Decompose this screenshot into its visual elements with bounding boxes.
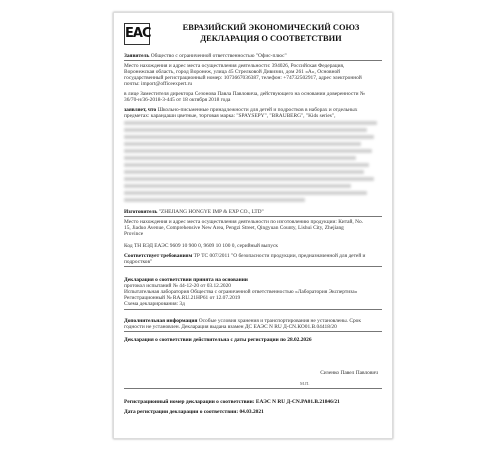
applicant-label: Заявитель [124,53,150,59]
signatory-name: Сизенко Павел Павлович [320,370,378,376]
divider [124,60,382,61]
document-title-union: ЕВРАЗИЙСКИЙ ЭКОНОМИЧЕСКИЙ СОЮЗ [182,23,360,32]
basis-protocol: протокол испытаний № 44-12-20 от 03.12.2020 [124,283,231,289]
registration-date-line [124,409,382,415]
applicant-address-4: почты: import@officeexpert.ru [124,81,193,87]
manufacturer-name: "ZHEJIANG HONGYE IMP & EXP CO., LTD" [158,209,264,215]
blurred-product-list [124,121,382,205]
applicant-representative-1: в лице Заместителя директора Сезонова Павла Павловича, действующего на основании доверенности № [124,91,365,97]
declares-text-1: Школьно-письменные принадлежности для детей и подростков в наборах и отдельных [157,107,358,113]
extra-info-label: Дополнительная информация [124,318,198,324]
manufacturer-label: Изготовитель [124,209,158,215]
manufacturer-address-1: Место нахождения и адрес места осуществления деятельности по изготовлению продукции: Китай, No. [124,219,364,225]
divider [124,388,382,389]
manufacturer-line [124,209,382,215]
validity-line [124,337,382,343]
declaration-document [113,12,393,439]
basis-registration: Регистрационный № RA.RU.21HP61 от 12.07.2019 [124,295,241,301]
divider [124,331,382,332]
applicant-address-2: Воронежская область, город Воронеж, улица 45 Стрелковой Дивизии, дом 261 «А», Основной [124,69,341,75]
applicant-address-3: государственный регистрационный номер: 1073667036387, телефон: +74732502917, адрес электронной [124,75,362,81]
extra-info-text-1: Особые условия хранения и транспортирования не установлены. Срок [198,318,361,324]
document-title-declaration: ДЕКЛАРАЦИЯ О СООТВЕТСТВИИ [200,34,342,43]
validity-date: 28.02.2026 [287,337,312,343]
divider [124,266,382,267]
tnved-code: Код ТН ВЭД ЕАЭС 9609 10 900 0, 9609 10 100 0, серийный выпуск [124,243,278,249]
declares-text-2: предметах: карандаши цветные, торговая марка: "SPAYSEPY", "BRAUBERG", "Kids series", [124,113,336,119]
applicant-line [124,53,382,59]
manufacturer-address-2: 15, Jiaduo Avenue, Comprehensive New Area, Pengzi Street, Qingyuan County, Lishui City, Zhejiang [124,225,344,231]
requirements-text-2: подростков" [124,259,153,265]
requirements-text: ТР ТС 007/2011 "О безопасности продукции, предназначенной для детей и [193,253,366,259]
manufacturer-address-3: Province [124,231,144,237]
applicant-representative-2: 36/70-н/36-2018-3-445 от 18 октября 2018 года [124,97,231,103]
extra-info-text-2: годности не установлен. Декларация выдана взамен ДС ЕАЭС N RU Д-CN.КО01.В.04418/20 [124,324,337,330]
divider [124,216,382,217]
registration-date: 04.03.2021 [239,409,264,415]
basis-scheme: Схема декларирования: 3д [124,301,185,307]
basis-laboratory: Испытательная лаборатория Общества с ограниченной ответственностью «Лаборатория Экспертиза» [124,289,358,295]
registration-number-line [124,399,382,405]
applicant-address-1: Место нахождения и адрес места осуществления деятельности: 394026, Российская Федерация, [124,63,345,69]
declares-label: заявляет, что [124,107,157,113]
registration-date-label: Дата регистрации декларации о соответствии: [124,409,239,415]
stamp-place-mark: М.П. [300,381,310,386]
basis-title: Декларация о соответствии принята на основании [124,277,248,283]
registration-number-label: Регистрационный номер декларации о соответствии: [124,399,255,405]
requirements-label: Соответствует требованиям [124,253,193,259]
applicant-name: Общество с ограниченной ответственностью "Офис-плюс" [150,53,287,59]
divider [124,309,382,310]
registration-number: ЕАЭС N RU Д-CN.РА01.В.21846/21 [255,399,340,405]
validity-label: Декларация о соответствии действительна с даты регистрации по [124,337,286,343]
eac-logo [124,23,150,45]
eac-logo-text: EAC [125,26,151,41]
